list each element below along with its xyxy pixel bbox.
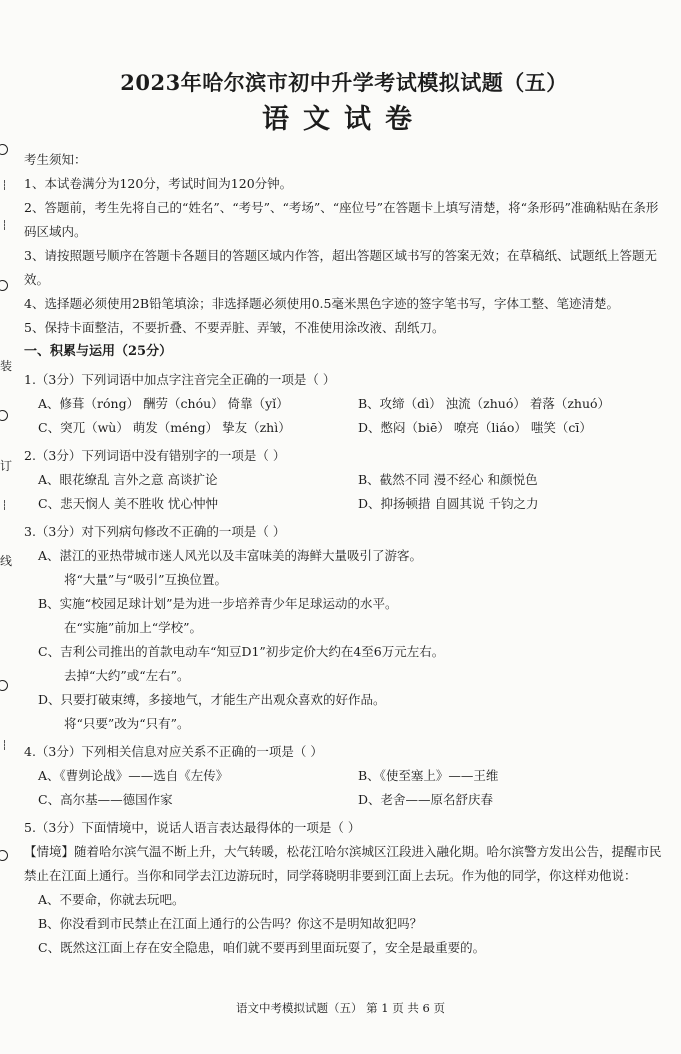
notice-item: 4、选择题必须使用2B铅笔填涂；非选择题必须使用0.5毫米黑色字迹的签字笔书写，字体工整、笔迹清楚。 (24, 296, 619, 311)
binding-hole (0, 144, 8, 155)
option-c: C、既然这江面上存在安全隐患，咱们就不要再到里面玩耍了，安全是最重要的。 (38, 940, 486, 955)
notice-item: 5、保持卡面整洁，不要折叠、不要弄脏、弄皱，不准使用涂改液、刮纸刀。 (24, 320, 445, 335)
binding-mark-xian: 线 (0, 554, 13, 568)
section-heading: 一、积累与运用（25分） (24, 344, 173, 359)
question-1-options-row (24, 416, 664, 440)
option-b: B、截然不同 漫不经心 和颜悦色 (358, 472, 538, 487)
question-2-stem: 2.（3分）下列词语中没有错别字的一项是（ ） (24, 448, 286, 463)
question-2-options-row (24, 492, 664, 516)
binding-margin (0, 120, 14, 940)
exam-content (24, 68, 664, 960)
option-a: A、眼花缭乱 言外之意 高谈扩论 (38, 472, 218, 487)
question-2-options-row (24, 468, 664, 492)
binding-hole (0, 410, 8, 421)
question-4-options-row (24, 764, 664, 788)
binding-hole (0, 850, 8, 861)
option-c-fix: 去掉“大约”或“左右”。 (64, 668, 190, 683)
binding-mark-ding: 订 (0, 459, 13, 473)
page-footer: 语文中考模拟试题（五） 第 1 页 共 6 页 (235, 1001, 446, 1015)
option-b-fix: 在“实施”前加上“学校”。 (64, 620, 203, 635)
option-a-fix: 将“大量”与“吸引”互换位置。 (64, 572, 228, 587)
dashed-line (4, 220, 5, 230)
dashed-line (4, 740, 5, 750)
question-4-stem: 4.（3分）下列相关信息对应关系不正确的一项是（ ） (24, 744, 323, 759)
dashed-line (4, 500, 5, 510)
notice-heading: 考生须知： (24, 152, 87, 167)
binding-hole (0, 280, 8, 291)
notice-item: 2、答题前，考生先将自己的“姓名”、“考号”、“考场”、“座位号”在答题卡上填写清楚，将“条形码”准确粘贴在条形码区域内。 (24, 200, 659, 239)
option-b: B、《使至塞上》——王维 (358, 768, 499, 783)
option-b: B、实施“校园足球计划”是为进一步培养青少年足球运动的水平。 (38, 596, 398, 611)
notice-item: 1、本试卷满分为120分，考试时间为120分钟。 (24, 176, 293, 191)
binding-mark-zhuang: 装 (0, 359, 13, 373)
option-b: B、攻缔（dì） 浊流（zhuó） 着落（zhuó） (358, 396, 611, 411)
option-a: A、《曹刿论战》——选自《左传》 (38, 768, 229, 783)
question-5-stem: 5.（3分）下面情境中，说话人语言表达最得体的一项是（ ） (24, 820, 361, 835)
option-d: D、老舍——原名舒庆春 (358, 792, 494, 807)
option-d: D、抑扬顿措 自圆其说 千钧之力 (358, 496, 539, 511)
notice-block (24, 148, 664, 340)
option-c: C、吉利公司推出的首款电动车“知豆D1”初步定价大约在4至6万元左右。 (38, 644, 445, 659)
binding-hole (0, 680, 8, 691)
question-3-stem: 3.（3分）对下列病句修改不正确的一项是（ ） (24, 524, 286, 539)
dashed-line (4, 180, 5, 190)
option-d: D、憋闷（biē） 嘹亮（liáo） 嗤笑（cī） (358, 420, 592, 435)
option-c: C、突兀（wù） 萌发（méng） 挚友（zhì） (38, 420, 291, 435)
option-b: B、你没看到市民禁止在江面上通行的公告吗？你这不是明知故犯吗？ (38, 916, 423, 931)
exam-title: 2023年哈尔滨市初中升学考试模拟试题（五） (120, 70, 568, 95)
option-a: A、湛江的亚热带城市迷人风光以及丰富味美的海鲜大量吸引了游客。 (38, 548, 423, 563)
exam-subtitle: 语文试卷 (262, 104, 426, 135)
option-a: A、不要命，你就去玩吧。 (38, 892, 185, 907)
option-a: A、修葺（róng） 酬劳（chóu） 倚靠（yǐ） (38, 396, 289, 411)
question-1-options-row (24, 392, 664, 416)
option-d-fix: 将“只要”改为“只有”。 (64, 716, 190, 731)
option-c: C、高尔基——德国作家 (38, 792, 173, 807)
question-4-options-row (24, 788, 664, 812)
option-c: C、悲天悯人 美不胜收 忧心忡忡 (38, 496, 219, 511)
question-1-stem: 1.（3分）下列词语中加点字注音完全正确的一项是（ ） (24, 372, 336, 387)
option-d: D、只要打破束缚，多接地气，才能生产出观众喜欢的好作品。 (38, 692, 386, 707)
question-5-scenario: 【情境】随着哈尔滨气温不断上升，大气转暖，松花江哈尔滨城区江段进入融化期。哈尔滨警方发出公告，提醒市民禁止在江面上通行。当你和同学去江边游玩时，同学蒋晓明非要到江面上去玩。作为他的同学，你这样劝他说： (24, 844, 662, 883)
notice-item: 3、请按照题号顺序在答题卡各题目的答题区域内作答，超出答题区域书写的答案无效；在草稿纸、试题纸上答题无效。 (24, 248, 657, 287)
